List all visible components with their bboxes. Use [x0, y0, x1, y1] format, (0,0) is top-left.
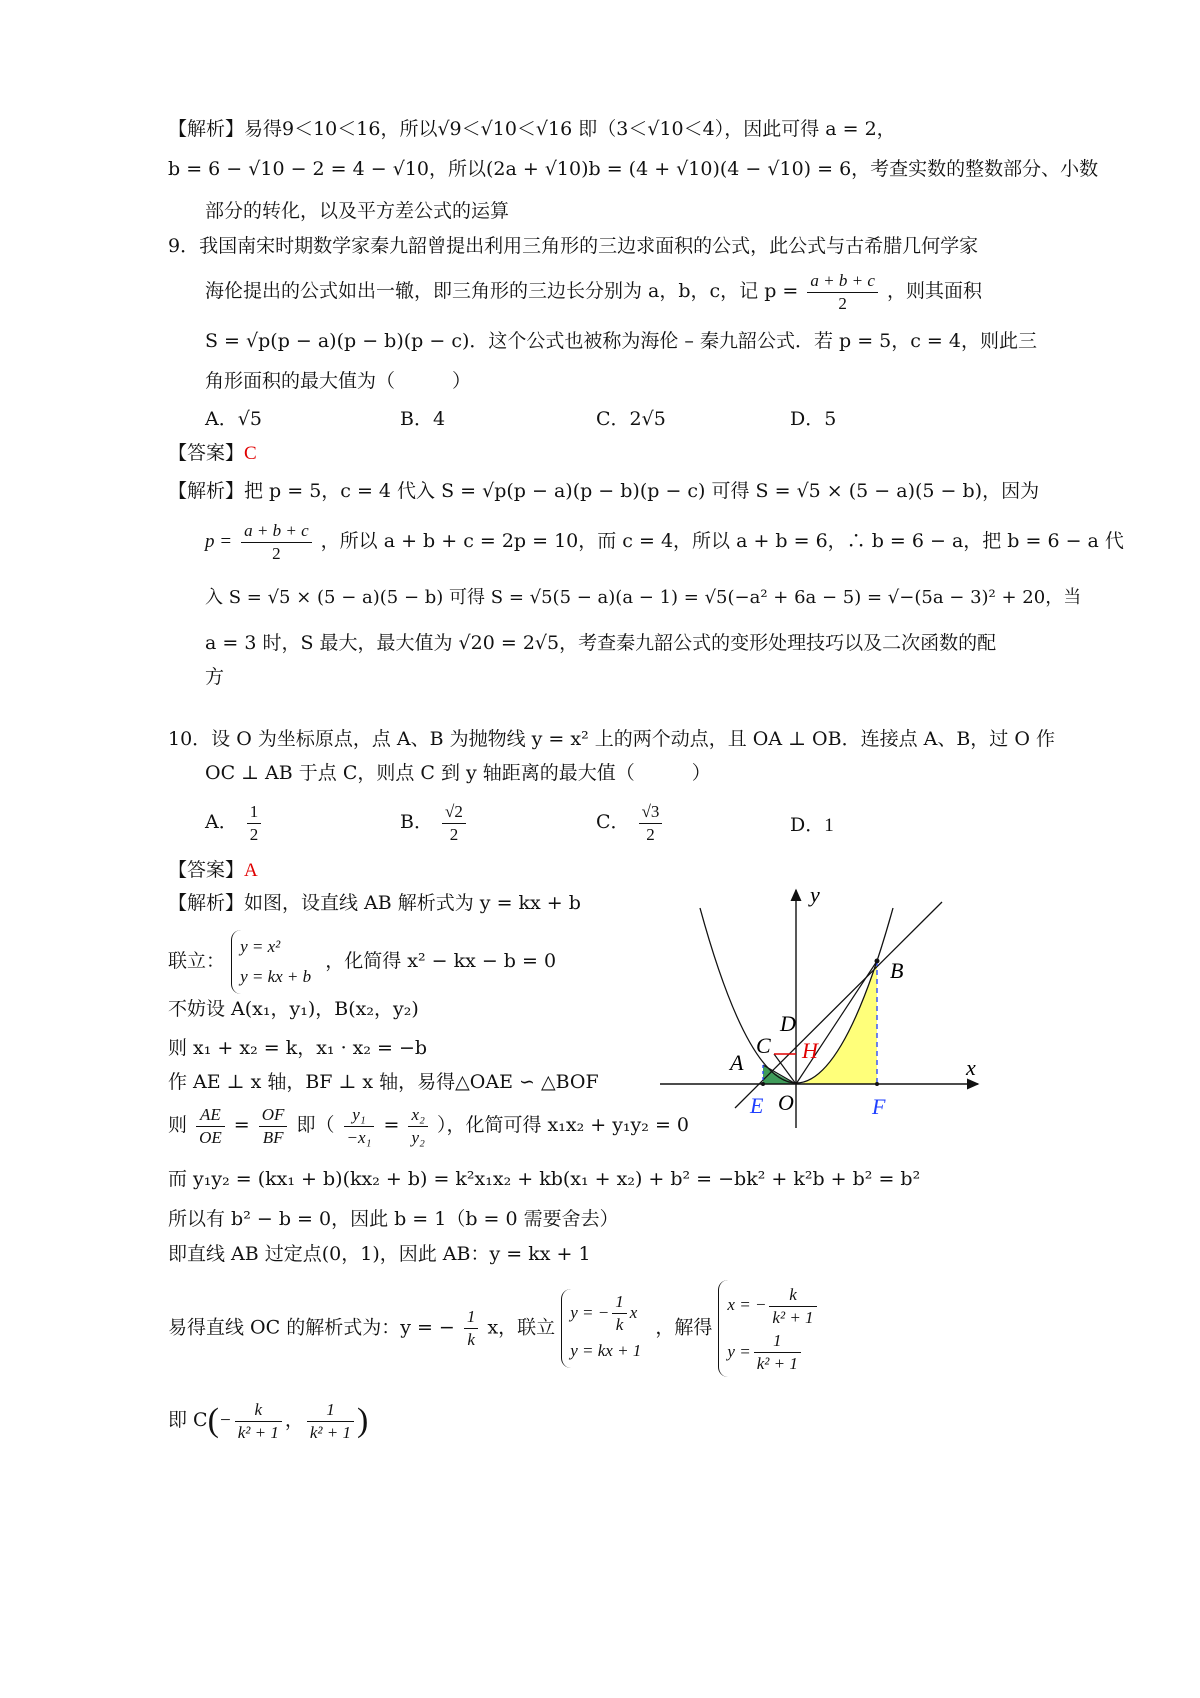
q10-option-a-den: 2 — [249, 824, 259, 844]
sol10-s6-mid: 即（ — [296, 1114, 335, 1136]
sol10-s10-res-x — [727, 1282, 819, 1329]
q10-option-d — [790, 812, 834, 839]
sol10-s10-res-y-a: y = — [727, 1341, 751, 1361]
q9-option-a: A．√5 — [205, 408, 262, 430]
sol10-s11-frac1-num: k — [235, 1399, 282, 1422]
sol10-s2-system — [231, 930, 319, 994]
sol10-s4: 则 x₁ + x₂ = k，x₁ · x₂ = −b — [168, 1037, 428, 1059]
sol10-s10-res-x-den: k² + 1 — [772, 1307, 814, 1327]
q9-option-d: D．5 — [790, 408, 837, 430]
q10-option-a-num: 1 — [247, 801, 262, 824]
sol10-s5: 作 AE ⊥ x 轴，BF ⊥ x 轴，易得△OAE ∽ △BOF — [168, 1071, 599, 1093]
q9-line2-post: ，则其面积 — [886, 280, 982, 302]
label-x: x — [966, 1055, 976, 1080]
q9-p-numerator: a + b + c — [807, 270, 878, 293]
label-h: H — [802, 1038, 818, 1063]
sol10-s11-frac1 — [235, 1399, 282, 1444]
sol10-s10-sys1-b: x — [629, 1302, 638, 1322]
q10-option-b-fraction — [442, 801, 466, 846]
q10-line1: 10．设 O 为坐标原点，点 A、B 为抛物线 y = x² 上的两个动点，且 OA ⊥ OB．连接点 A、B，过 O 作 — [168, 728, 1055, 750]
ans9-value: C — [244, 443, 257, 464]
sol10-s6-eq: = — [233, 1114, 250, 1136]
q10-option-a — [205, 800, 264, 846]
q9-line2-pre: 海伦提出的公式如出一辙，即三角形的三边长分别为 a，b，c，记 p = — [205, 280, 799, 302]
sol10-s6-frac3 — [344, 1104, 375, 1149]
q9-option-c: C．2√5 — [596, 408, 666, 430]
q10-option-b-letter: B． — [400, 811, 433, 833]
sol10-s11: 即 C(− $\frac{k}{\text{k² + 1}}$ ， $\frac{1}{\text{k² + 1}}$ ) — [168, 1399, 369, 1442]
sol9-line2-post: ，所以 a + b + c = 2p = 10，而 c = 4，所以 a + b = 6，∴ b = 6 − a，把 b = 6 − a 代 — [320, 530, 1124, 552]
sol8-line2: b = 6 − √10 − 2 = 4 − √10，所以(2a + √10)b = (4 + √10)(4 − √10) = 6，考查实数的整数部分、小数 — [168, 158, 1099, 180]
sol10-s10-sys1-den: k — [615, 1315, 624, 1335]
sol9-line2 — [205, 518, 1124, 565]
sol10-s8: 所以有 b² − b = 0，因此 b = 1（b = 0 需要舍去） — [168, 1208, 619, 1230]
sol10-s10-frac-num: 1 — [464, 1306, 479, 1329]
q9-line4: 角形面积的最大值为（ ） — [205, 370, 472, 392]
q10-option-a-fraction — [247, 801, 262, 846]
sol10-s10-sys1-a: y = − — [570, 1302, 610, 1322]
sol10-s2-eq1: y = x² — [240, 937, 281, 956]
sol8-line1: 【解析】易得9＜10＜16，所以√9＜√10＜√16 即（3＜√10＜4），因此可得 a = 2， — [168, 118, 896, 140]
sol10-s10-result — [718, 1280, 827, 1377]
ans10-label: 【答案】 — [168, 859, 245, 881]
ans10-value: A — [244, 860, 258, 881]
sol10-s6-frac2-den: BF — [262, 1127, 284, 1147]
sol10-s2 — [168, 930, 556, 994]
geometry-figure — [650, 878, 990, 1138]
sol10-s11-frac2-den: k² + 1 — [309, 1422, 351, 1442]
sol9-p-denominator: 2 — [272, 543, 281, 563]
sol10-s11-frac2-num: 1 — [307, 1399, 354, 1422]
ans9-label: 【答案】 — [168, 442, 245, 464]
label-c: C — [756, 1033, 771, 1058]
sol10-s6-frac3-den: −x₁ — [346, 1127, 372, 1147]
sol10-s11-frac1-den: k² + 1 — [237, 1422, 279, 1442]
sol10-s10-res-y — [727, 1329, 819, 1376]
sol10-s10-mid: ，解得 — [655, 1316, 713, 1339]
sol10-s6-post: ），化简可得 x₁x₂ + y₁y₂ = 0 — [437, 1114, 689, 1136]
sol10-s6-frac4-den: y₂ — [411, 1127, 425, 1147]
label-y: y — [810, 882, 820, 907]
q9-line2 — [205, 268, 982, 315]
q10-option-b — [400, 800, 469, 846]
q10-option-c — [596, 800, 665, 846]
sol10-s10-res-y-den: k² + 1 — [756, 1354, 798, 1374]
label-e: E — [750, 1093, 764, 1118]
sol10-s10-system — [561, 1289, 649, 1369]
sol10-s6-frac4-num: x₂ — [408, 1104, 427, 1127]
sol10-s6-frac1 — [196, 1104, 225, 1149]
q10-option-d-value: 1 — [824, 815, 834, 836]
point-f — [875, 1082, 879, 1086]
q10-line2: OC ⊥ AB 于点 C，则点 C 到 y 轴距离的最大值（ ） — [205, 762, 711, 784]
q9-p-fraction — [807, 270, 878, 315]
sol10-s1: 【解析】如图，设直线 AB 解析式为 y = kx + b — [168, 892, 581, 914]
label-b: B — [890, 958, 904, 983]
sol10-s10-sys1-frac — [612, 1291, 627, 1336]
sol10-s10 — [168, 1280, 828, 1377]
sol10-s10-frac — [464, 1306, 479, 1351]
label-o: O — [778, 1090, 794, 1115]
sol10-s7: 而 y₁y₂ = (kx₁ + b)(kx₂ + b) = k²x₁x₂ + kb(x₁ + x₂) + b² = −bk² + k²b + b² = b² — [168, 1168, 921, 1190]
sol10-s10-sys1-num: 1 — [612, 1291, 627, 1314]
sol10-s6-frac2 — [259, 1104, 288, 1149]
sol8-line3: 部分的转化，以及平方差公式的运算 — [205, 200, 510, 222]
sol10-s11-frac2 — [307, 1399, 354, 1444]
q10-option-c-num: √3 — [639, 801, 663, 824]
sol10-s10-res-x-a: x = − — [727, 1295, 767, 1314]
q10-option-d-letter: D． — [790, 814, 825, 836]
point-e — [761, 1082, 765, 1086]
sol10-s10-pre: 易得直线 OC 的解析式为：y = − — [168, 1316, 455, 1339]
label-a: A — [730, 1050, 744, 1075]
sol9-line1: 【解析】把 p = 5，c = 4 代入 S = √p(p − a)(p − b)(p − c) 可得 S = √5 × (5 − a)(5 − b)，因为 — [168, 480, 1040, 502]
q10-option-c-letter: C． — [596, 811, 630, 833]
sol10-s10-frac-den: k — [467, 1330, 475, 1350]
sol9-line2-pre: p = — [205, 531, 233, 552]
label-d: D — [780, 1011, 796, 1036]
q10-option-b-den: 2 — [449, 824, 459, 844]
q9-option-b: B．4 — [400, 408, 446, 430]
sol10-s10-sys-eq1 — [570, 1291, 641, 1337]
q10-option-a-letter: A． — [205, 811, 238, 833]
sol10-s6-frac1-num: AE — [196, 1104, 225, 1127]
q10-option-b-num: √2 — [442, 801, 466, 824]
q9-line1: 9．我国南宋时期数学家秦九韶曾提出利用三角形的三边求面积的公式，此公式与古希腊几何学家 — [168, 235, 979, 257]
sol10-s6-frac3-num: y₁ — [344, 1104, 375, 1127]
sol9-p-fraction — [241, 520, 312, 565]
sol10-s3: 不妨设 A(x₁，y₁)，B(x₂，y₂) — [168, 998, 419, 1020]
sol10-s2-post: ，化简得 x² − kx − b = 0 — [325, 950, 557, 972]
sol10-s6-frac1-den: OE — [199, 1127, 222, 1147]
q9-p-denominator: 2 — [838, 293, 847, 313]
sol10-s10-x: x，联立 — [487, 1316, 556, 1339]
sol10-s10-sys-eq2: y = kx + 1 — [570, 1341, 642, 1361]
sol9-line4: a = 3 时，S 最大，最大值为 √20 = 2√5，考查秦九韶公式的变形处理技巧以及二次函数的配 — [205, 632, 997, 654]
q9-line3: S = √p(p − a)(p − b)(p − c)．这个公式也被称为海伦 – 秦九韶公式．若 p = 5，c = 4，则此三 — [205, 330, 1037, 352]
sol9-line5: 方 — [205, 666, 225, 688]
sol10-s10-res-y-num: 1 — [754, 1330, 801, 1353]
sol9-line3: 入 S = √5 × (5 − a)(5 − b) 可得 S = √5(5 − a)(a − 1) = √5(−a² + 6a − 5) = √−(5a − 3)² + 20，当 — [205, 587, 1082, 608]
sol10-s6-pre: 则 — [168, 1114, 188, 1136]
sol10-s9: 即直线 AB 过定点(0，1)，因此 AB：y = kx + 1 — [168, 1243, 591, 1265]
sol10-s10-res-x-num: k — [769, 1284, 816, 1307]
ans9 — [168, 440, 257, 467]
sol10-s6-frac4 — [408, 1104, 427, 1149]
label-f: F — [872, 1094, 886, 1119]
q10-option-c-fraction — [639, 801, 663, 846]
sol10-s11-pre: 即 C — [168, 1409, 208, 1431]
q10-option-c-den: 2 — [646, 824, 655, 844]
sol10-s10-res-x-frac — [769, 1284, 816, 1329]
sol10-s6-frac2-num: OF — [259, 1104, 288, 1127]
sol9-p-numerator: a + b + c — [241, 520, 312, 543]
sol10-s6: 则 $\frac{AE}{OE}$ = $\frac{OF}{BF}$ 即（ $\frac{\text{y₁}}{\text{−x₁}}$ = $\frac{\text{x₂}}{\text{y₂}}$ ），化简可得 x₁x₂ + y₁y₂ = 0 — [168, 1104, 689, 1147]
sol10-s10-res-y-frac — [754, 1330, 801, 1375]
ans10 — [168, 857, 258, 884]
sol10-s2-pre: 联立： — [168, 950, 226, 972]
point-b — [875, 959, 880, 964]
sol10-s2-eq2: y = kx + b — [240, 967, 312, 986]
